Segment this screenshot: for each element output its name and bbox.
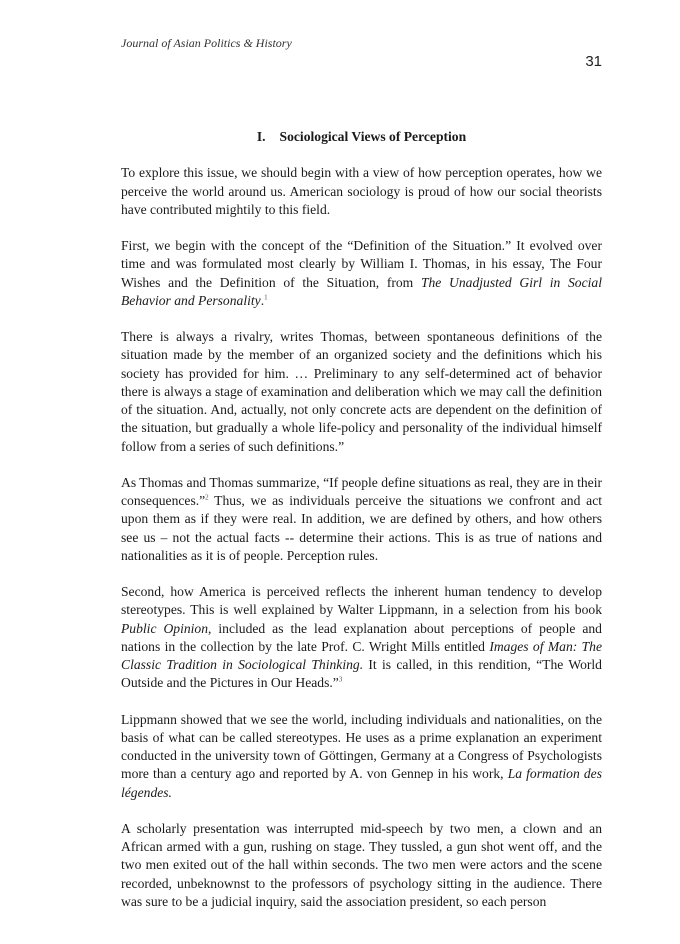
journal-running-head: Journal of Asian Politics & History xyxy=(121,36,292,50)
paragraph-3: There is always a rivalry, writes Thomas, between spontaneous definitions of the situation made by the member of an organized society and the definitions which his society has provided for him. … Preliminary to any self-determined act of behavior there is always a stage of examination and deliberation which we may call the definition of the situation. And, actually, not only concrete acts are dependent on the definition of the situation, but gradually a whole life-policy and personality of the individual himself follow from a series of such definitions.” xyxy=(121,329,602,454)
section-title: Sociological Views of Perception xyxy=(279,129,467,144)
paragraph-2-end: . xyxy=(260,292,265,308)
paragraph-4-text: Thus, we as individuals perceive the situations we confront and act upon them as if they were real. In addition, we are defined by others, and how others see us – not the actual facts -- determine their actions. This is as true of nations and nationalities as it is of people. Perception rules. xyxy=(121,493,602,563)
article-body xyxy=(121,128,602,929)
footnote-marker-1[interactable]: 1 xyxy=(264,293,268,302)
paragraph-1: To explore this issue, we should begin with a view of how perception operates, how we perceive the world around us. American sociology is proud of how our social theorists have contributed mightily to this field. xyxy=(121,165,602,217)
paragraph-5-middle: , included as the lead explanation about perceptions of people and nations in the collection by the late Prof. C. Wright Mills entitled xyxy=(121,620,602,654)
paragraph-4-quote: As Thomas and Thomas summarize, “If people define situations as real, they are in their consequences.” xyxy=(121,474,602,508)
book-title-images-of-man: Images of Man: The Classic Tradition in Sociological Thinking. xyxy=(121,638,602,672)
paragraph-2 xyxy=(121,237,602,310)
paragraph-2-text: First, we begin with the concept of the “Definition of the Situation.” It evolved over time and was formulated most clearly by William I. Thomas, in his essay, The Four Wishes and the Definition of the Situation, from xyxy=(121,238,602,290)
paragraph-7: A scholarly presentation was interrupted mid-speech by two men, a clown and an African armed with a gun, rushing on stage. They tussled, a gun shot went off, and the two men exited out of the hall within seconds. The two men were actors and the scene recorded, unbeknownst to the professors of psychology sitting in the audience. There was sure to be a judicial inquiry, said the association president, so each person xyxy=(121,820,602,909)
paragraph-5 xyxy=(121,583,602,693)
book-title-public-opinion: Public Opinion xyxy=(121,620,209,636)
section-number: I. xyxy=(256,129,266,144)
footnote-marker-3[interactable]: 3 xyxy=(338,675,343,684)
paragraph-5-end: It is called, in this rendition, “The World Outside and the Pictures in Our Heads.” xyxy=(121,657,602,691)
book-title-unadjusted-girl: The Unadjusted Girl in Social Behavior and Personality xyxy=(121,274,602,308)
paragraph-5-text: Second, how America is perceived reflects the inherent human tendency to develop stereotypes. This is well explained by Walter Lippmann, in a selection from his book xyxy=(121,584,602,618)
footnote-marker-2[interactable]: 2 xyxy=(205,493,209,502)
section-heading xyxy=(121,128,602,146)
page-number: 31 xyxy=(585,53,602,70)
paragraph-4 xyxy=(121,474,602,565)
paragraph-6 xyxy=(121,711,602,802)
book-title-la-formation: La formation des légendes. xyxy=(121,766,603,800)
paragraph-6-text: Lippmann showed that we see the world, including individuals and nationalities, on the basis of what can be called stereotypes. He uses as a prime explanation an experiment conducted in the university town of Göttingen, Germany at a Congress of Psychologists more than a century ago and reported by A. von Gennep in his work, xyxy=(121,711,602,782)
